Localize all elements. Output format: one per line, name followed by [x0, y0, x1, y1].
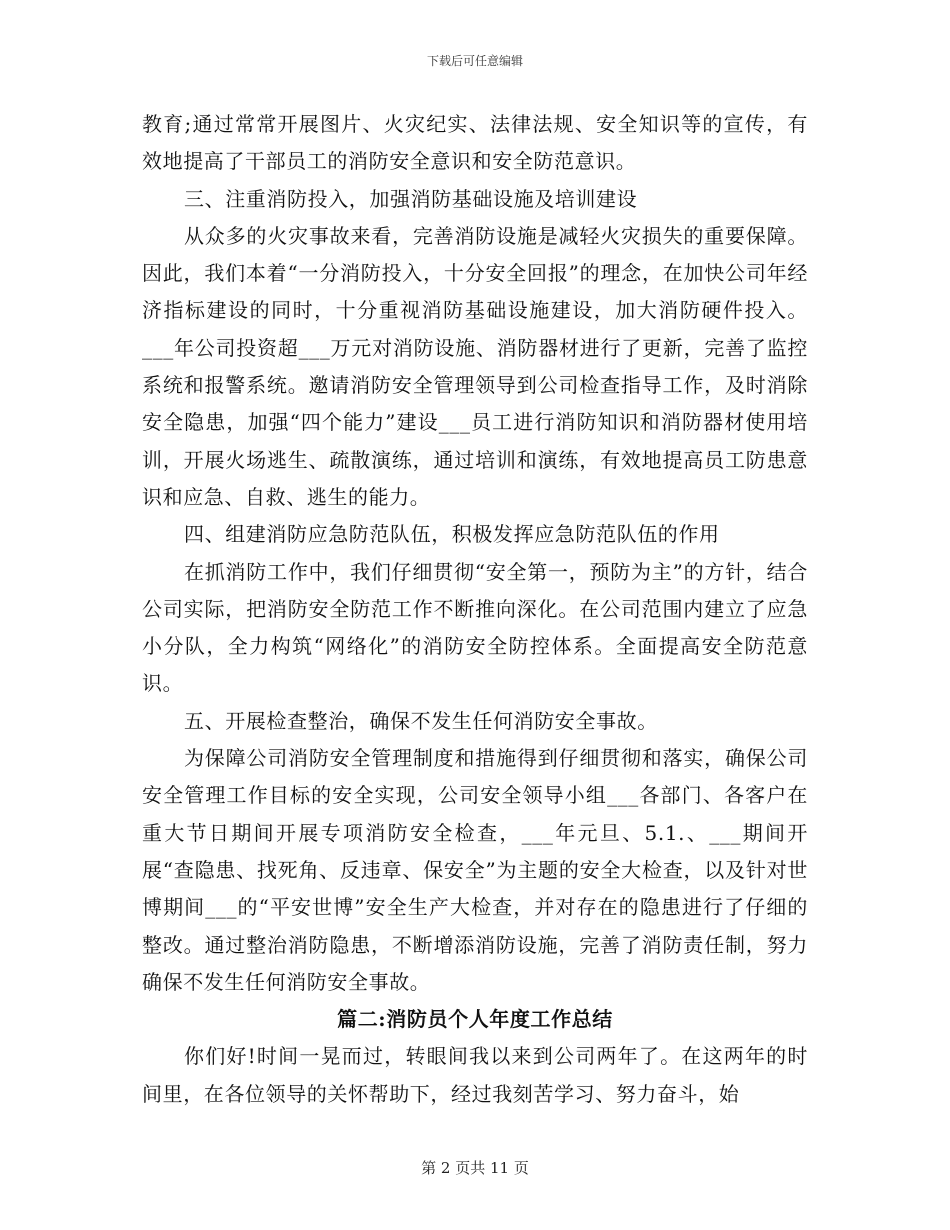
page-header-note: 下载后可任意编辑: [426, 54, 523, 68]
section-heading-3: 三、注重消防投入，加强消防基础设施及培训建设: [184, 186, 638, 211]
paragraph-fire-investment: 从众多的火灾事故来看，完善消防设施是减轻火灾损失的重要保障。因此，我们本着“一分消防投入，十分安全回报”的理念，在加快公司年经济指标建设的同时，十分重视消防基础设施建设，加大消防硬件投入。___年公司投资超___万元对消防设施、消防器材进行了更新，完善了监控系统和报警系统。邀请消防安全管理领导到公司检查指导工作，及时消除安全隐患，加强“四个能力”建设___员工进行消防知识和消防器材使用培训，开展火场逃生、疏散演练，通过培训和演练，有效地提高员工防患意识和应急、自救、逃生的能力。: [142, 223, 808, 509]
paragraph-continued: 教育;通过常常开展图片、火灾纪实、法律法规、安全知识等的宣传，有效地提高了干部员工的消防安全意识和安全防范意识。: [142, 112, 809, 174]
paragraph-inspection: 为保障公司消防安全管理制度和措施得到仔细贯彻和落实，确保公司安全管理工作目标的安全实现，公司安全领导小组___各部门、各客户在重大节日期间开展专项消防安全检查，___年元旦、5.1.、___期间开展“查隐患、找死角、反违章、保安全”为主题的安全大检查，以及针对世博期间___的“平安世博”安全生产大检查，并对存在的隐患进行了仔细的整改。通过整治消防隐患，不断增添消防设施，完善了消防责任制，努力确保不发生任何消防安全事故。: [142, 746, 808, 994]
page-number: 第 2 页共 11 页: [421, 1159, 529, 1177]
section-heading-4: 四、组建消防应急防范队伍，积极发挥应急防范队伍的作用: [184, 522, 720, 547]
paragraph-emergency-team: 在抓消防工作中，我们仔细贯彻“安全第一，预防为主”的方针，结合公司实际，把消防安全防范工作不断推向深化。在公司范围内建立了应急小分队，全力构筑“网络化”的消防安全防控体系。全面提高安全防范意识。: [142, 559, 808, 696]
paragraph-article-intro: 你们好!时间一晃而过，转眼间我以来到公司两年了。在这两年的时间里，在各位领导的关怀帮助下，经过我刻苦学习、努力奋斗，始: [142, 1044, 808, 1106]
section-heading-5: 五、开展检查整治，确保不发生任何消防安全事故。: [184, 708, 658, 733]
article-title: 篇二:消防员个人年度工作总结: [337, 1007, 613, 1032]
document-body: [142, 106, 808, 1113]
